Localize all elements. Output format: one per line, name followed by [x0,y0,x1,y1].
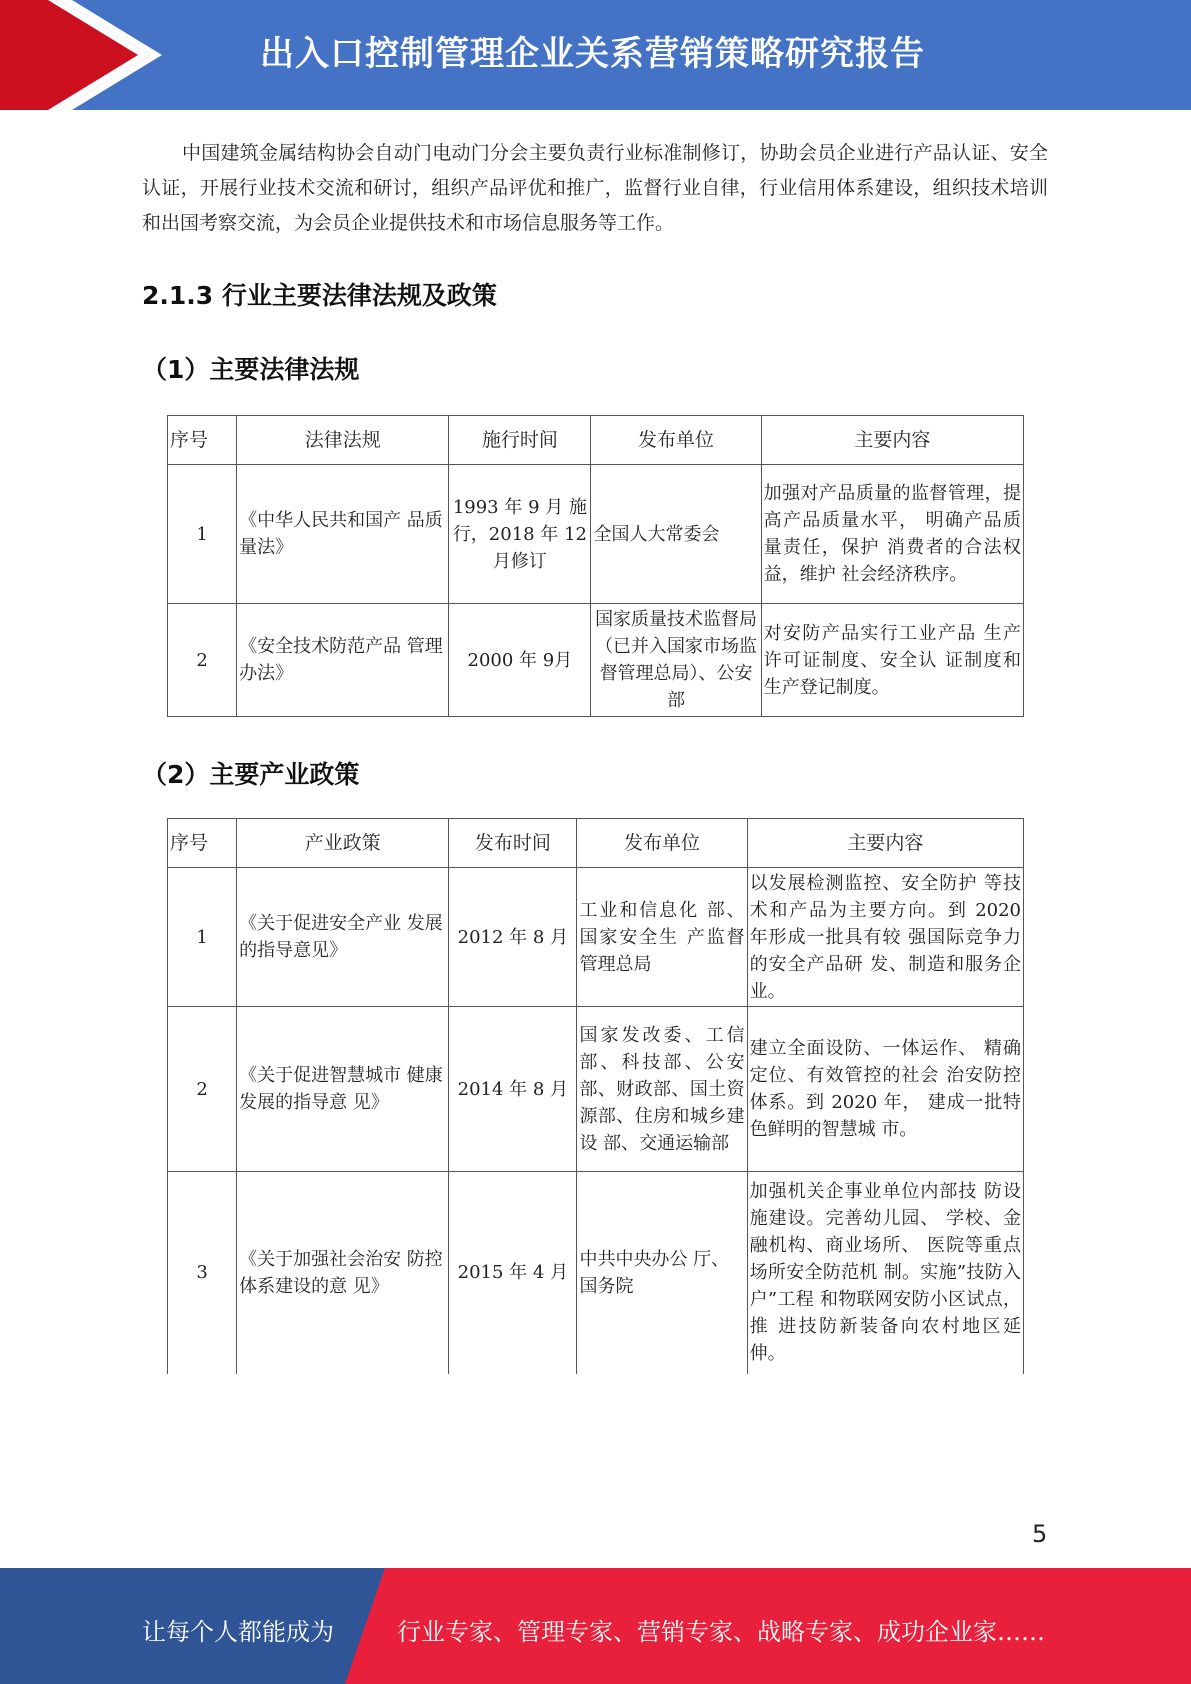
laws-heading: （1）主要法律法规 [142,355,360,384]
publish-time: 2014 年 8 月 [449,1007,577,1172]
col-header: 施行时间 [449,416,591,465]
col-header: 主要内容 [761,416,1023,465]
issuer: 国家质量技术监督局（已并入国家市场监督管理总局）、公安部 [591,604,761,717]
publish-time: 2012 年 8 月 [449,868,577,1007]
table-row [168,465,1024,604]
table-row [168,604,1024,717]
table-row [168,1007,1024,1172]
row-number: 1 [168,868,237,1007]
issuer: 中共中央办公 厅、国务院 [577,1172,747,1374]
laws-table [167,415,1024,717]
main-content: 建立全面设防、一体运作、 精确定位、有效管控的社会 治安防控体系。到 2020 年， 建成一批特色鲜明的智慧城 市。 [747,1007,1023,1172]
row-number: 1 [168,465,237,604]
col-header: 主要内容 [747,819,1023,868]
main-content: 加强对产品质量的监督管理，提高产品质量水平， 明确产品质量责任，保护 消费者的合法权益，维护 社会经济秩序。 [761,465,1023,604]
law-name: 《中华人民共和国产 品质量法》 [237,465,449,604]
policy-name: 《关于加强社会治安 防控体系建设的意 见》 [237,1172,449,1374]
issuer: 工业和信息化 部、国家安全生 产监督管理总局 [577,868,747,1007]
row-number: 2 [168,1007,237,1172]
row-number: 2 [168,604,237,717]
publish-time: 2015 年 4 月 [449,1172,577,1374]
row-number: 3 [168,1172,237,1374]
col-header: 序号 [168,819,237,868]
policies-heading: （2）主要产业政策 [142,760,360,789]
issuer: 国家发改委、工信部、科技部、公安部、财政部、国土资源部、住房和城乡建设 部、交通运输部 [577,1007,747,1172]
col-header: 序号 [168,416,237,465]
table-row [168,1172,1024,1374]
report-title: 出入口控制管理企业关系营销策略研究报告 [260,34,925,74]
col-header: 发布单位 [577,819,747,868]
col-header: 发布单位 [591,416,761,465]
main-content: 加强机关企事业单位内部技 防设施建设。完善幼儿园、 学校、金融机构、商业场所、 医院等重点场所安全防范机 制。实施”技防入户”工程 和物联网安防小区试点，推 进技防新装备向农村地区延 伸。 [747,1172,1023,1374]
policies-table-header [168,819,1024,868]
table-row [168,868,1024,1007]
policies-table [167,818,1024,1374]
col-header: 法律法规 [237,416,449,465]
page-number: 5 [1032,1520,1048,1548]
issuer: 全国人大常委会 [591,465,761,604]
law-name: 《安全技术防范产品 管理办法》 [237,604,449,717]
page-header [0,0,1191,110]
effective-time: 1993 年 9 月 施行，2018 年 12 月修订 [449,465,591,604]
effective-time: 2000 年 9月 [449,604,591,717]
page-footer [0,1568,1191,1684]
policy-name: 《关于促进智慧城市 健康发展的指导意 见》 [237,1007,449,1172]
main-content: 以发展检测监控、安全防护 等技术和产品为主要方向。到 2020 年形成一批具有较 强国际竞争力的安全产品研 发、制造和服务企业。 [747,868,1023,1007]
section-heading: 2.1.3 行业主要法律法规及政策 [142,281,497,310]
main-content: 对安防产品实行工业产品 生产许可证制度、安全认 证制度和生产登记制度。 [761,604,1023,717]
col-header: 发布时间 [449,819,577,868]
intro-paragraph: 中国建筑金属结构协会自动门电动门分会主要负责行业标准制修订，协助会员企业进行产品认证、安全认证，开展行业技术交流和研讨，组织产品评优和推广，监督行业自律，行业信用体系建设，组织技术培训和出国考察交流，为会员企业提供技术和市场信息服务等工作。 [142,142,1048,234]
laws-table-header [168,416,1024,465]
footer-slogan-left: 让每个人都能成为 [142,1618,334,1646]
policy-name: 《关于促进安全产业 发展的指导意见》 [237,868,449,1007]
col-header: 产业政策 [237,819,449,868]
footer-slogan-right: 行业专家、管理专家、营销专家、战略专家、成功企业家…… [397,1618,1045,1646]
